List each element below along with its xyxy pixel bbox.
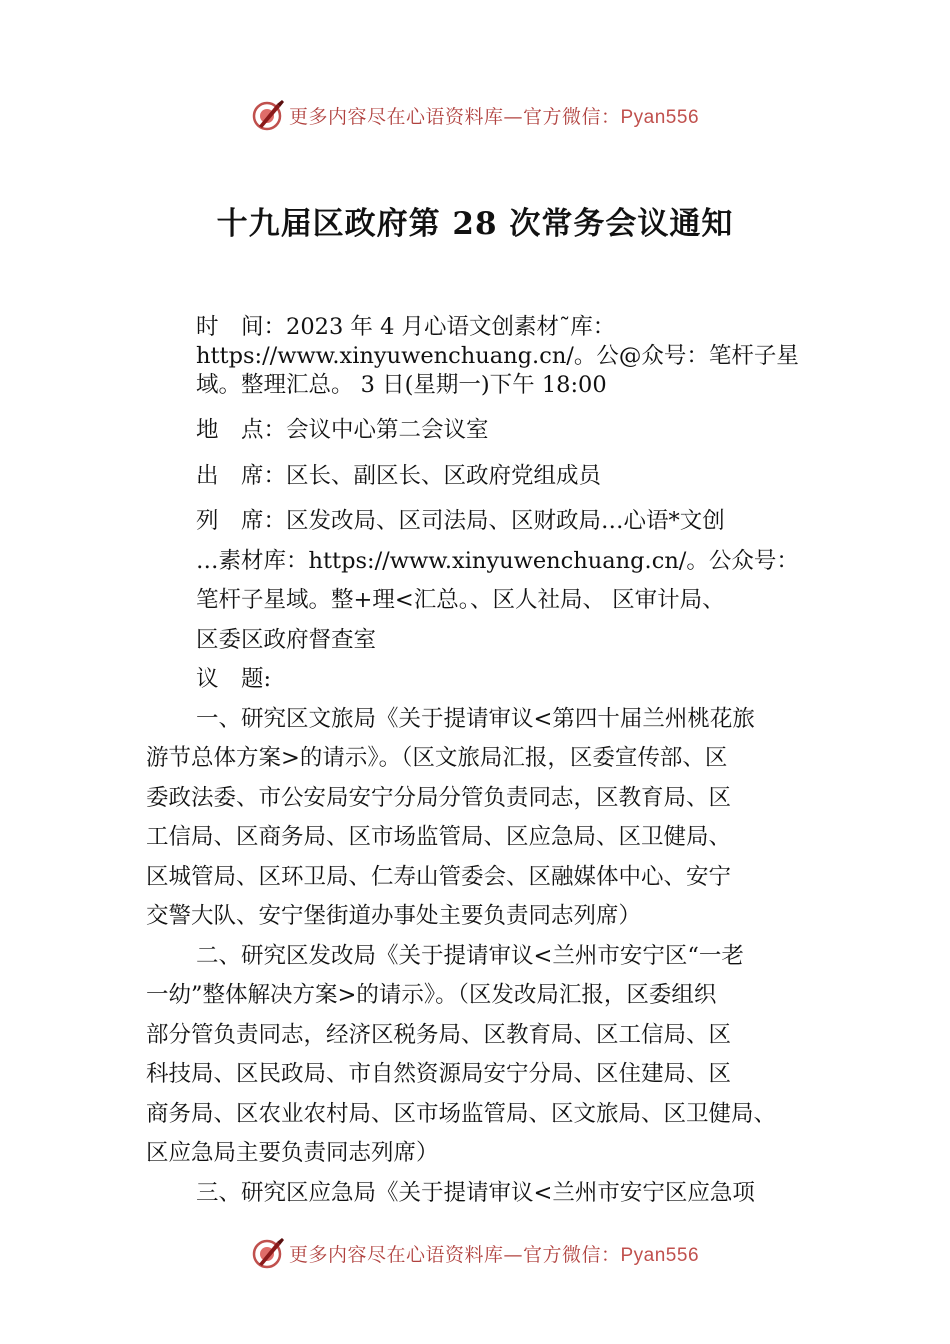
pen-logo-icon — [251, 1236, 285, 1270]
meeting-topics-label: 议 题: — [196, 666, 272, 692]
header-banner — [0, 95, 950, 135]
agenda-item-3: 三、研究区应急局《关于提请审议<兰州市安宁区应急项 — [196, 1179, 755, 1206]
banner-text: 更多内容尽在心语资料库—官方微信：Pyan556 — [288, 1243, 700, 1266]
wechat-id: Pyan556 — [620, 1244, 700, 1266]
pen-logo-icon — [251, 98, 285, 132]
document-title: 十九届区政府第 28 次常务会议通知 — [216, 206, 734, 242]
meeting-time: 时 间：2023 年 4 月心语文创素材˜库： https://www.xinyuwenchuang.cn/。公@众号：笔杆子星 域。整理汇总。 3 日(星期一)下午 18:00 — [196, 314, 799, 398]
meeting-attendees: 出 席：区长、副区长、区政府党组成员 — [196, 462, 602, 489]
agenda-item-1: 一、研究区文旅局《关于提请审议<第四十届兰州桃花旅 游节总体方案>的请示》。（区文旅局汇报，区委宣传部、区 委政法委、市公安局安宁分局分管负责同志，区教育局、区 工信局、区商务局、区市场监管局、区应急局、区卫健局、 区城管局、区环卫局、仁寿山管委会、区融媒体中心、安宁 交警大队、安宁堡街道办事处主要负责同志列席） — [146, 705, 755, 929]
agenda-item-2: 二、研究区发改局《关于提请审议<兰州市安宁区“一老 一幼”整体解决方案>的请示》。（区发改局汇报，区委组织 部分管负责同志，经济区税务局、区教育局、区工信局、区 科技局、区民政局、市自然资源局安宁分局、区住建局、区 商务局、区农业农村局、区市场监管局、区文旅局、区卫健局、 区应急局主要负责同志列席） — [146, 942, 777, 1166]
document-body — [146, 313, 836, 1213]
banner-text: 更多内容尽在心语资料库—官方微信：Pyan556 — [288, 105, 700, 128]
footer-banner — [0, 1233, 950, 1273]
meeting-place: 地 点：会议中心第二会议室 — [196, 417, 489, 443]
meeting-observers: 列 席：区发改局、区司法局、区财政局…心语*文创 …素材库：https://www.xinyuwenchuang.cn/。公众号： 笔杆子星域。整+理<汇总。、区人社局、 区审计局、 区委区政府督查室 — [196, 508, 799, 653]
wechat-id: Pyan556 — [620, 106, 700, 128]
